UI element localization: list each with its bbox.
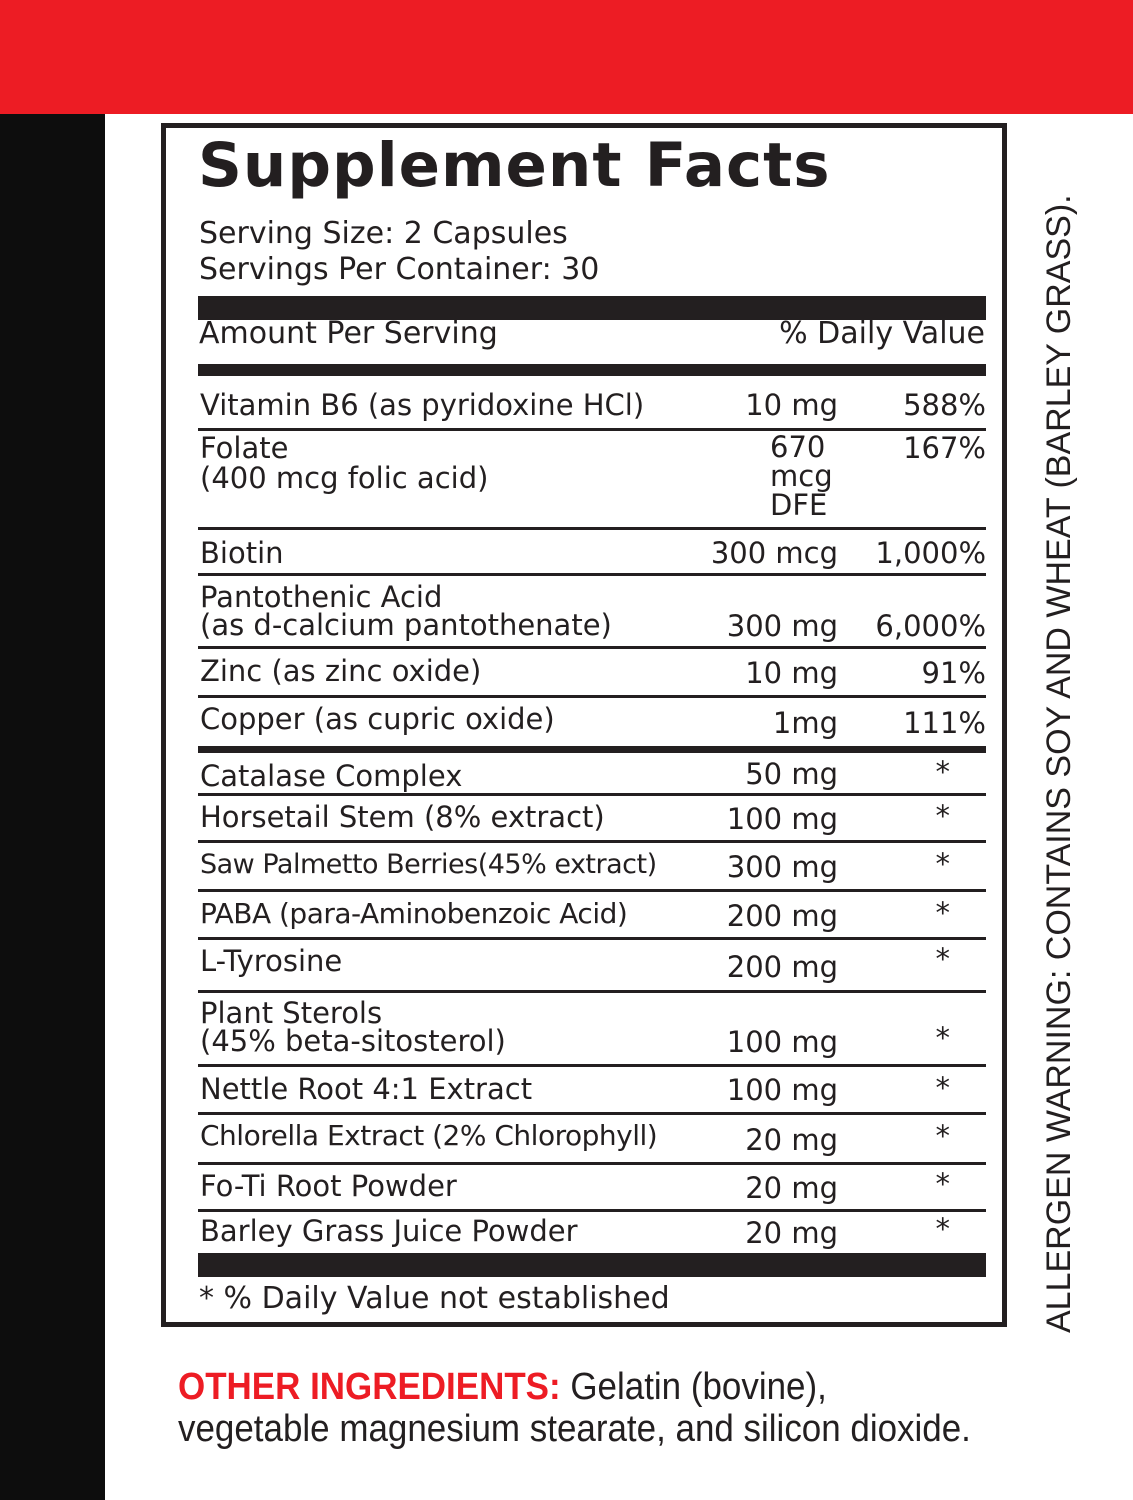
serving-info [199, 216, 599, 288]
servings-per-container: Servings Per Container: 30 [199, 252, 600, 287]
medium-divider [198, 364, 986, 376]
table-row: Vitamin B6 (as pyridoxine HCl) 10 mg 588% [198, 378, 986, 431]
table-row: Plant Sterols (45% beta-sitosterol) 100 mg * [198, 993, 986, 1067]
top-red-band [0, 0, 1133, 114]
other-ingredients-label: OTHER INGREDIENTS: [178, 1366, 561, 1408]
table-row: Pantothenic Acid (as d-calcium pantothenate) 300 mg 6,000% [198, 576, 986, 649]
table-row: Saw Palmetto Berries(45% extract) 300 mg * [198, 843, 986, 892]
table-row: Barley Grass Juice Powder 20 mg * [200, 1212, 950, 1250]
other-ingredients-line-1: Gelatin (bovine), [560, 1366, 827, 1408]
left-black-band [0, 114, 105, 1500]
table-row: Biotin 300 mcg 1,000% [198, 530, 986, 576]
medium-divider-2 [198, 746, 986, 753]
thick-divider-bottom [198, 1253, 986, 1277]
allergen-warning: ALLERGEN WARNING: CONTAINS SOY AND WHEAT (BARLEY GRASS). [1040, 194, 1078, 1333]
other-ingredients-line-2: vegetable magnesium stearate, and silicon dioxide. [178, 1408, 971, 1450]
table-row: Folate (400 mcg folic acid) 670 mcg DFE 167% [198, 431, 986, 530]
panel-title: Supplement Facts [198, 130, 831, 201]
table-row: Chlorella Extract (2% Chlorophyll) 20 mg * [198, 1115, 986, 1165]
table-row: Copper (as cupric oxide) 1mg 111% [200, 702, 986, 740]
daily-value-label: % Daily Value [779, 316, 985, 351]
table-row: Zinc (as zinc oxide) 10 mg 91% [198, 649, 986, 698]
supplement-facts-panel [161, 123, 1007, 1327]
table-row: PABA (para-Aminobenzoic Acid) 200 mg * [198, 892, 986, 940]
serving-size: Serving Size: 2 Capsules [199, 216, 568, 251]
daily-value-footnote: * % Daily Value not established [199, 1281, 670, 1316]
amount-per-serving-label: Amount Per Serving [199, 316, 498, 351]
table-row: Fo-Ti Root Powder 20 mg * [198, 1165, 986, 1212]
other-ingredients [178, 1366, 1043, 1450]
table-row: L-Tyrosine 200 mg * [198, 940, 986, 993]
table-row: Catalase Complex 50 mg * [198, 753, 986, 796]
table-row: Nettle Root 4:1 Extract 100 mg * [198, 1067, 986, 1115]
table-row: Horsetail Stem (8% extract) 100 mg * [198, 796, 986, 843]
